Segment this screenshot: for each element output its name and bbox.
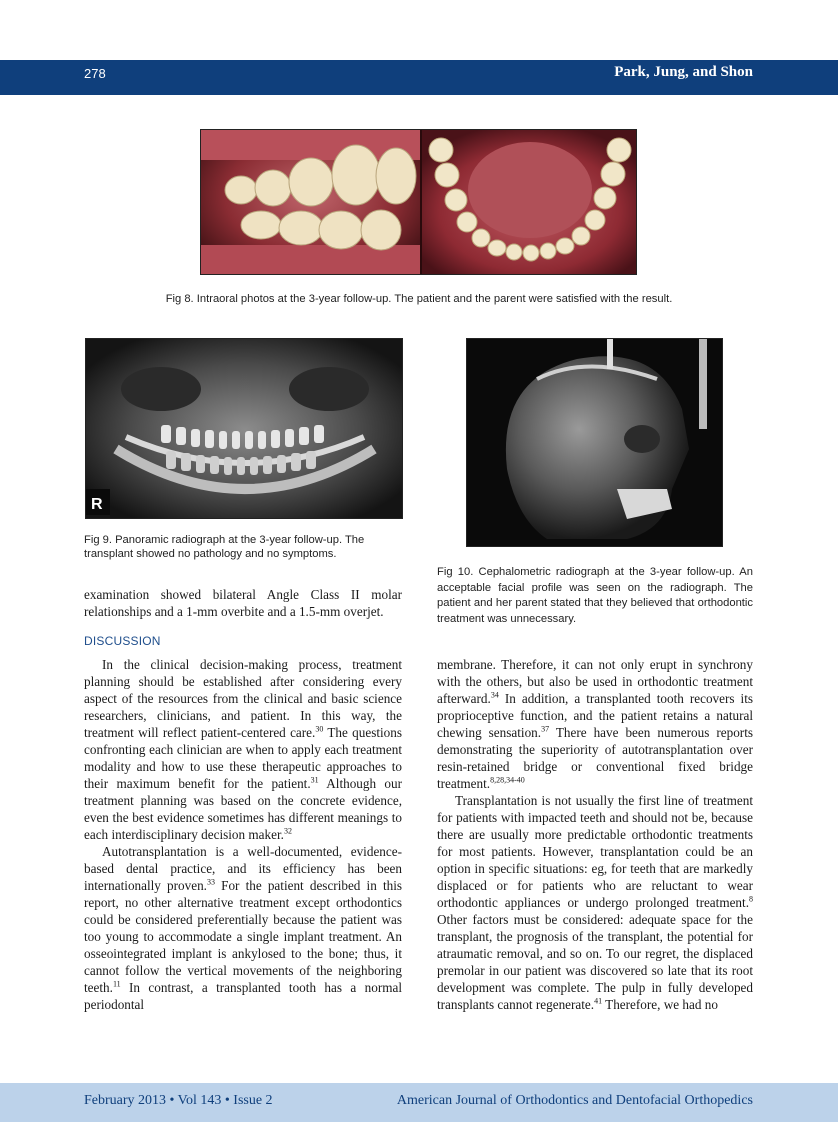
p4-text-2: Other factors must be considered: adequate space for the transplant, the prognosis of the transplant, the potential for atraumatic removal, and so on. To our regret, the displaced premolar in our patient was discovered so late that its root development was complete. The pulp in fully developed transplants cannot regenerate. [437, 912, 753, 1012]
fig9-caption: Fig 9. Panoramic radiograph at the 3-year follow-up. The transplant showed no pathology and no symptoms. [84, 534, 365, 560]
fig9-side-marker: R [91, 496, 103, 513]
discussion-paragraph-3 [437, 656, 753, 792]
fig8-caption: Fig 8. Intraoral photos at the 3-year follow-up. The patient and the parent were satisfied with the result. [165, 293, 673, 305]
p2-text: Autotransplantation is a well-documented, evidence-based dental practice, and its efficiency has been internationally proven. [84, 844, 402, 893]
fig9-image [86, 339, 403, 519]
p3-text-3: There have been numerous reports demonstrating the superiority of autotransplantation over resin-retained bridge or conventional fixed bridge treatment. [437, 725, 753, 791]
left-column [84, 656, 402, 1013]
citation: 41 [594, 996, 603, 1006]
discussion-paragraph-4 [437, 792, 753, 1013]
running-head-authors: Park, Jung, and Shon [614, 64, 753, 80]
footer-issue: February 2013 • Vol 143 • Issue 2 [84, 1093, 273, 1108]
citation: 34 [490, 690, 499, 700]
citation: 37 [541, 724, 550, 734]
p2-text-2: For the patient described in this report, no other alternative treatment except orthodontics could be considered preferentially because the patient was too young to accommodate a single implant treatment. An osseointegrated implant is ankylosed to the bone; thus, it cannot follow the vertical movements of the neighboring teeth. [84, 878, 402, 995]
p1-text-3: Although our treatment planning was based on the concrete evidence, even the best evidence sometimes has different meanings to each interdisciplinary decision maker. [84, 776, 402, 842]
fig8-image [201, 130, 637, 275]
citation: 30 [315, 724, 324, 734]
p4-text-3: Therefore, we had no [602, 997, 718, 1012]
section-heading-discussion: DISCUSSION [84, 634, 161, 648]
fig10-image [467, 339, 723, 547]
p3-text-2: In addition, a transplanted tooth recovers its proprioceptive function, and the patient retains a natural chewing sensation. [437, 691, 753, 740]
citation: 31 [310, 775, 319, 785]
running-footer [0, 1083, 838, 1122]
discussion-paragraph-1 [84, 656, 402, 843]
page-number: 278 [84, 66, 106, 81]
p1-text: In the clinical decision-making process, treatment planning should be established after considering every aspect of the resources from the clinical and basic science researchers, clinicians, and patient. In this way, the treatment will reflect patient-centered care. [84, 657, 402, 740]
running-header [0, 60, 838, 95]
p3-text: membrane. Therefore, it can not only erupt in synchrony with the others, but also be used in orthodontic treatment afterward. [437, 657, 753, 706]
intro-paragraph [84, 586, 402, 620]
fig8-intraoral-photos [200, 129, 637, 275]
citation: 33 [206, 877, 215, 887]
fig10-cephalometric-radiograph [466, 338, 723, 547]
p4-text: Transplantation is not usually the first line of treatment for patients with impacted teeth and should not be, because there are usually more predictable orthodontic treatments for most patients. However, transplantation could be an option in specific situations: eg, for teeth that are markedly displaced or for patients who are reluctant to wear orthodontic appliances or undergo prolonged treatment. [437, 793, 753, 910]
citation: 8 [749, 894, 753, 904]
fig9-panoramic-radiograph [85, 338, 403, 519]
citation: 8,28,34-40 [490, 775, 525, 785]
footer-journal: American Journal of Orthodontics and Dentofacial Orthopedics [396, 1093, 753, 1108]
intro-paragraph-text: examination showed bilateral Angle Class II molar relationships and a 1-mm overbite and a 1.5-mm overjet. [84, 587, 402, 619]
citation: 32 [283, 826, 292, 836]
fig10-caption: Fig 10. Cephalometric radiograph at the 3-year follow-up. An acceptable facial profile was seen on the radiograph. The patient and her parent stated that they believed that orthodontic treatment was unnecessary. [437, 566, 753, 625]
right-column [437, 656, 753, 1013]
discussion-paragraph-2 [84, 843, 402, 1013]
p2-text-3: In contrast, a transplanted tooth has a normal periodontal [84, 980, 402, 1012]
citation: 11 [112, 979, 121, 989]
p1-text-2: The questions confronting each clinician are when to apply each treatment modality and how to use these therapeutic approaches to their maximum benefit for the patient. [84, 725, 402, 791]
